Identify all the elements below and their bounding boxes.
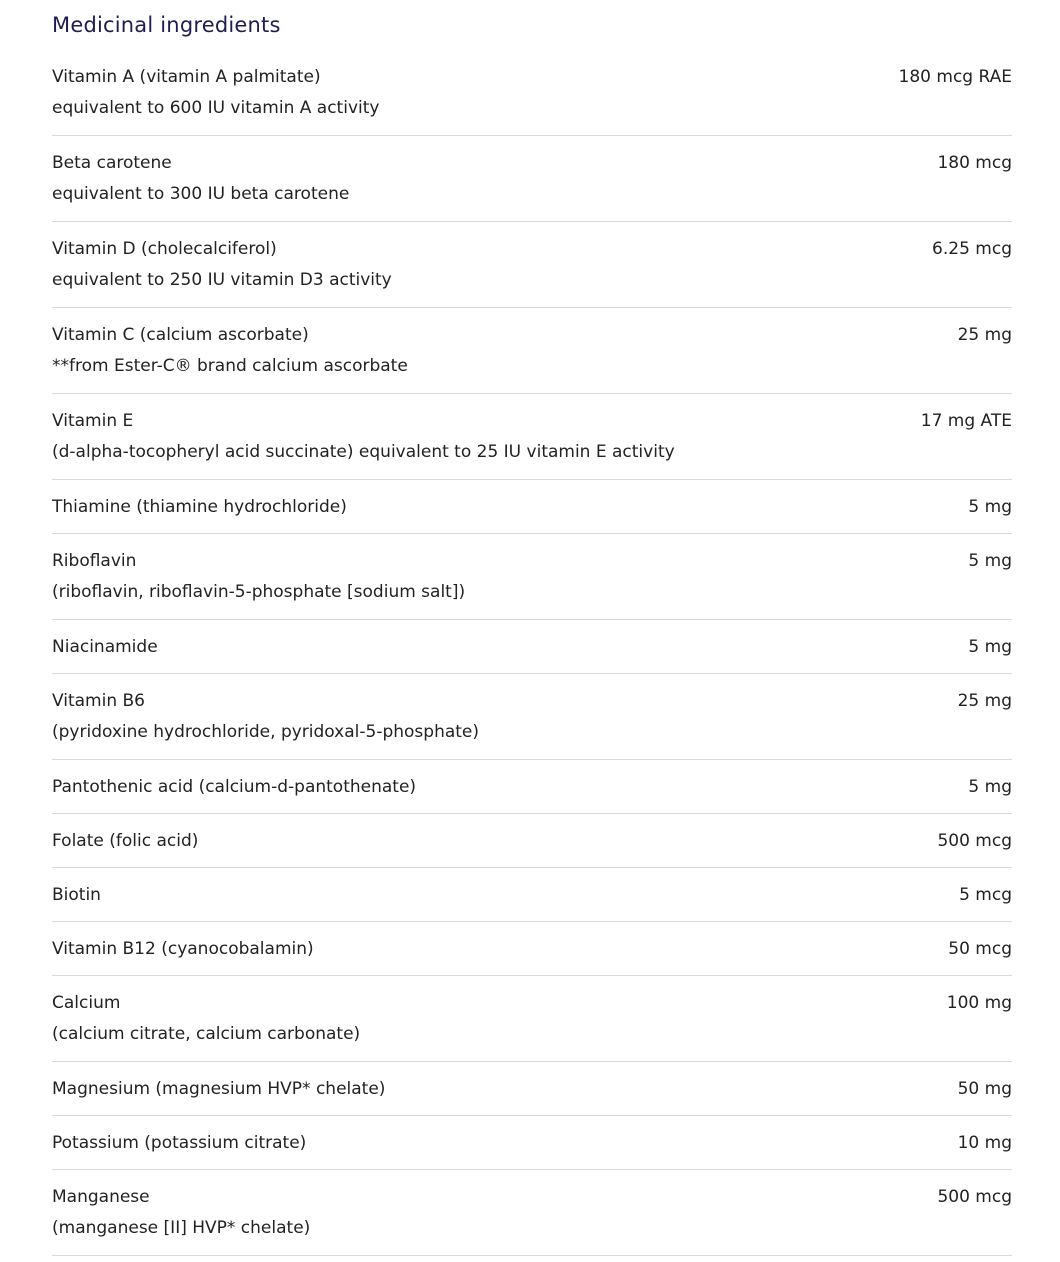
ingredient-row — [52, 1170, 1012, 1256]
ingredient-name: Thiamine (thiamine hydrochloride) — [52, 497, 347, 517]
ingredient-detail: equivalent to 300 IU beta carotene — [52, 184, 350, 204]
ingredient-name: Biotin — [52, 885, 101, 905]
ingredient-row — [52, 394, 1012, 480]
ingredient-name: Magnesium (magnesium HVP* chelate) — [52, 1079, 386, 1099]
ingredient-detail: (pyridoxine hydrochloride, pyridoxal-5-phosphate) — [52, 722, 480, 742]
ingredient-amount: 25 mg — [957, 325, 1012, 345]
ingredient-amount: 6.25 mcg — [932, 239, 1012, 259]
ingredient-row — [52, 760, 1012, 814]
ingredient-name: Vitamin A (vitamin A palmitate) — [52, 67, 321, 87]
ingredient-amount: 5 mg — [968, 637, 1012, 657]
ingredient-row — [52, 534, 1012, 620]
ingredient-amount: 500 mcg — [937, 1187, 1012, 1207]
ingredient-detail: (calcium citrate, calcium carbonate) — [52, 1024, 361, 1044]
ingredient-row — [52, 1062, 1012, 1116]
ingredient-amount: 50 mcg — [948, 939, 1012, 959]
ingredient-name: Riboflavin — [52, 551, 137, 571]
ingredient-detail: (riboflavin, riboflavin-5-phosphate [sodium salt]) — [52, 582, 466, 602]
ingredient-amount: 180 mcg RAE — [898, 67, 1012, 87]
ingredient-detail: **from Ester-C® brand calcium ascorbate — [52, 356, 408, 376]
ingredient-name: Niacinamide — [52, 637, 158, 657]
ingredient-name: Folate (folic acid) — [52, 831, 199, 851]
ingredient-amount: 17 mg ATE — [920, 411, 1012, 431]
ingredient-amount: 180 mcg — [937, 153, 1012, 173]
ingredient-detail: equivalent to 600 IU vitamin A activity — [52, 98, 380, 118]
ingredient-row — [52, 308, 1012, 394]
ingredient-amount: 5 mg — [968, 777, 1012, 797]
medicinal-ingredients-section — [52, 0, 1012, 1256]
ingredient-amount: 5 mg — [968, 497, 1012, 517]
ingredient-amount: 25 mg — [957, 691, 1012, 711]
ingredient-row — [52, 1116, 1012, 1170]
ingredient-amount: 500 mcg — [937, 831, 1012, 851]
ingredient-row — [52, 922, 1012, 976]
ingredient-amount: 50 mg — [957, 1079, 1012, 1099]
ingredient-amount: 5 mg — [968, 551, 1012, 571]
section-title: Medicinal ingredients — [52, 13, 281, 37]
ingredient-row — [52, 136, 1012, 222]
ingredient-row — [52, 868, 1012, 922]
ingredient-amount: 100 mg — [946, 993, 1012, 1013]
ingredient-row — [52, 674, 1012, 760]
ingredient-name: Vitamin B6 — [52, 691, 146, 711]
ingredient-detail: equivalent to 250 IU vitamin D3 activity — [52, 270, 392, 290]
ingredient-row — [52, 222, 1012, 308]
ingredient-row — [52, 620, 1012, 674]
ingredient-row — [52, 976, 1012, 1062]
ingredient-detail: (manganese [II] HVP* chelate) — [52, 1218, 311, 1238]
ingredient-name: Vitamin E — [52, 411, 134, 431]
ingredient-name: Potassium (potassium citrate) — [52, 1133, 307, 1153]
ingredient-name: Beta carotene — [52, 153, 172, 173]
ingredient-detail: (d-alpha-tocopheryl acid succinate) equivalent to 25 IU vitamin E activity — [52, 442, 675, 462]
ingredient-amount: 10 mg — [957, 1133, 1012, 1153]
ingredient-row — [52, 480, 1012, 534]
ingredient-name: Pantothenic acid (calcium-d-pantothenate) — [52, 777, 417, 797]
ingredient-name: Vitamin B12 (cyanocobalamin) — [52, 939, 314, 959]
ingredient-name: Vitamin D (cholecalciferol) — [52, 239, 277, 259]
ingredient-list — [52, 50, 1012, 1256]
ingredient-row — [52, 814, 1012, 868]
ingredient-row — [52, 50, 1012, 136]
ingredient-amount: 5 mcg — [959, 885, 1012, 905]
ingredient-name: Vitamin C (calcium ascorbate) — [52, 325, 309, 345]
ingredient-name: Calcium — [52, 993, 121, 1013]
ingredient-name: Manganese — [52, 1187, 150, 1207]
